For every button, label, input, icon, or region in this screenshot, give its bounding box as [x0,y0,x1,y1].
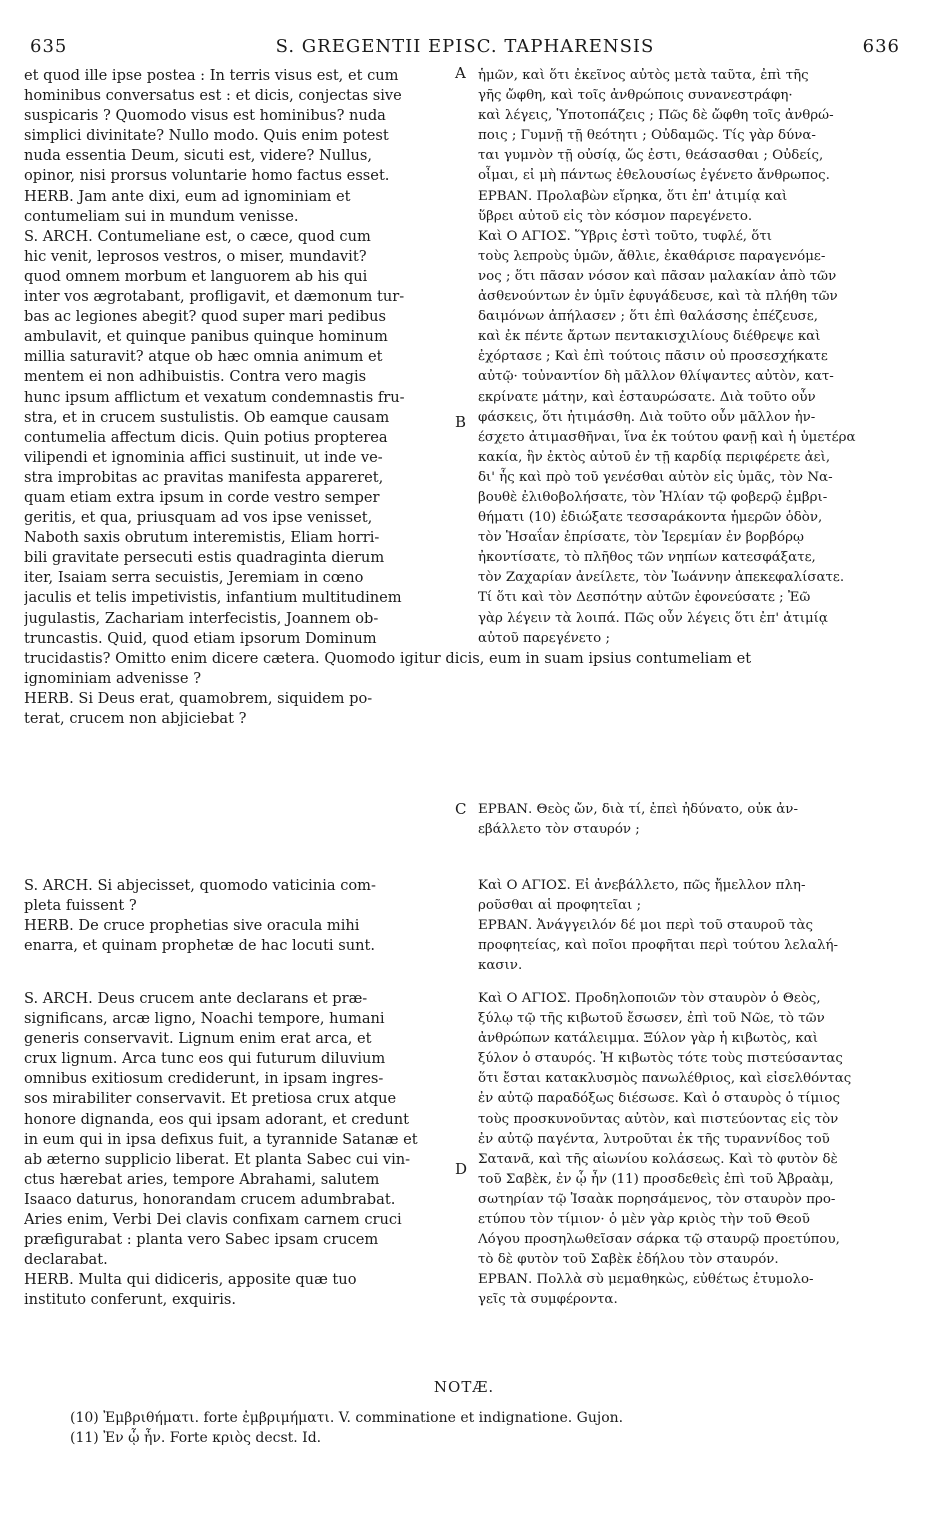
text-line: hunc ipsum afflictum et vexatum condemnastis fru- [24,388,405,406]
text-line: pleta fuissent ? [24,897,137,915]
text-line: φάσκεις, ὅτι ἠτιμάσθη. Διὰ τοῦτο οὖν μᾶλλον ἠν- [478,409,816,425]
running-header [30,36,900,62]
text-line: ἐν αὐτῷ παγέντα, λυτροῦται ἐκ τῆς τυραννίδος τοῦ [478,1131,830,1147]
greek-block-2 [478,800,908,840]
text-line: vilipendi et ignominia affici sustinuit, ut inde ve- [24,448,383,466]
text-line: HERB. De cruce prophetias sive oracula mihi [24,917,360,935]
text-line: honore dignanda, eos qui ipsam adorant, et credunt [24,1110,410,1128]
text-line: jugulastis, Zachariam interfecistis, Joannem ob- [24,609,379,627]
text-line: εβάλλετο τὸν σταυρόν ; [478,822,640,838]
greek-block-4 [478,989,908,1311]
text-line: εκρίνατε μάτην, καὶ ἐσταυρώσατε. Διὰ τοῦτο οὖν [478,389,816,405]
footnote-11: (11) Ἐν ᾧ ἦν. Forte κριὸς decst. Id. [70,1430,322,1446]
text-line: stra improbitas ac pravitas manifesta appareret, [24,468,384,486]
text-line: ἐν αὐτῷ παραδόξως διέσωσε. Καὶ ὁ σταυρὸς ὁ τίμιος [478,1091,840,1107]
text-line: contumelia affectum dicis. Quin potius propterea [24,428,388,446]
text-line: ἀνθρώπων κατάλειμμα. Ξύλον γὰρ ἡ κιβωτὸς, καὶ [478,1031,819,1047]
text-line: δαιμόνων ἀπήλασεν ; ὅτι ἐπὶ θαλάσσης ἐπέζευσε, [478,309,818,325]
text-line: ὕβρει αὐτοῦ εἰς τὸν κόσμον παρεγένετο. [478,208,753,224]
text-line: προφητείας, καὶ ποῖοι προφῆται περὶ τούτου λελαλή- [478,938,839,954]
text-line: θήματι (10) ἐδιώξατε τεσσαράκοντα ἡμερῶν ὁδὸν, [478,510,823,526]
text-line: quam etiam extra ipsum in corde vestro semper [24,488,380,506]
text-line: γεῖς τὰ συμφέροντα. [478,1292,618,1308]
greek-block-3 [478,876,908,976]
text-line: ambulavit, et quinque panibus quinque hominum [24,328,388,346]
text-line: ΕΡΒΑΝ. Θεὸς ὤν, διὰ τί, ἐπεὶ ἠδύνατο, οὐκ ἀν- [478,802,798,817]
text-line: τὸν Ἡσαΐαν ἐπρίσατε, τὸν Ἱερεμίαν ἐν βορβόρῳ [478,530,804,546]
text-line: ποις ; Γυμνῇ τῇ θεότητι ; Οὐδαμῶς. Τίς γὰρ δύνα- [478,128,816,144]
text-line: opinor, nisi prorsus voluntarie homo factus esset. [24,167,390,185]
text-line: Καὶ Ο ΑΓΙΟΣ. Ὕβρις ἐστὶ τοῦτο, τυφλέ, ὅτι [478,228,773,244]
text-line: quod omnem morbum et languorem ab his qui [24,267,368,285]
notes-heading: NOTÆ. [433,1378,495,1396]
text-line: sos mirabiliter conservavit. Et pretiosa crux atque [24,1090,397,1108]
text-line: generis conservavit. Lignum enim erat arca, et [24,1030,372,1048]
text-line: δι' ἧς καὶ πρὸ τοῦ γενέσθαι αὐτὸν εἰς ὑμᾶς, τὸν Να- [478,469,833,485]
text-line: κακία, ἣν ἐκτὸς αὐτοῦ ἐν τῇ καρδίᾳ περιφέρετε ἀεὶ, [478,449,831,465]
text-line: ται γυμνὸν τῇ οὐσίᾳ, ὥς ἐστι, θεάσασθαι ; Οὐδείς, [478,148,824,164]
text-line: γῆς ὤφθη, καὶ τοῖς ἀνθρώποις συνανεστράφη· [478,88,793,104]
latin-block-2 [24,876,454,956]
text-line: omnibus exitiosum crediderunt, in ipsam ingres- [24,1070,384,1088]
text-line: HERB. Jam ante dixi, eum ad ignominiam et [24,187,351,205]
text-line: trucidastis? Omitto enim dicere cætera. Quomodo igitur dicis, eum in suam ipsius contumeliam et [24,649,752,667]
text-line: millia saturavit? atque ob hæc omnia animum et [24,348,383,366]
margin-marker-b: B [455,413,467,431]
text-line: ctus hærebat aries, tempore Abrahami, salutem [24,1170,380,1188]
text-line: βουθὲ ἐλιθοβολήσατε, τὸν Ἠλίαν τῷ φοβερῷ ἐμβρι- [478,489,828,505]
text-line: hominibus conversatus est : et dicis, conjectas sive [24,87,402,105]
text-line: ετύπου τὸν τίμιον· ὁ μὲν γὰρ κριὸς τὴν τοῦ Θεοῦ [478,1212,810,1228]
text-line: ΕΡΒΑΝ. Προλαβὼν εἴρηκα, ὅτι ἐπ' ἀτιμίᾳ καὶ [478,188,788,204]
text-line: ἀσθενούντων ἐν ὑμῖν ἐφυγάδευσε, καὶ τὰ πλήθη τῶν [478,289,838,305]
text-line: contumeliam sui in mundum venisse. [24,207,299,225]
text-line: ΕΡΒΑΝ. Ἀνάγγειλόν δέ μοι περὶ τοῦ σταυροῦ τὰς [478,918,814,934]
text-line: οἶμαι, εἰ μὴ πάντως ἐθελουσίως ἐγένετο ἄνθρωπος. [478,168,830,184]
greek-block-1 [478,66,908,649]
text-line: et quod ille ipse postea : In terris visus est, et cum [24,67,399,84]
text-line: κασιν. [478,958,523,974]
text-line: ροῦσθαι αἱ προφητεῖαι ; [478,898,642,914]
margin-marker-a: A [455,64,466,82]
text-line: έσχετο ἀτιμασθῆναι, ἵνα ἐκ τούτου φανῇ καὶ ἡ ὑμετέρα [478,429,856,445]
text-line: Naboth saxis obrutum interemistis, Eliam horri- [24,529,380,547]
text-line: jaculis et telis impetivistis, infantium multitudinem [24,589,402,607]
text-line: ΕΡΒΑΝ. Πολλὰ σὺ μεμαθηκὼς, εὐθέτως ἐτυμολο- [478,1272,814,1288]
text-line: νος ; ὅτι πᾶσαν νόσον καὶ πᾶσαν μαλακίαν ἀπὸ τῶν [478,268,837,284]
text-line: ignominiam advenisse ? [24,669,202,687]
text-line: inter vos ægrotabant, profligavit, et dæmonum tur- [24,288,405,306]
text-line: τοῦ Σαβὲκ, ἐν ᾧ ἦν (11) προσδεθεὶς ἐπὶ τοῦ Ἀβραὰμ, [478,1171,834,1187]
text-line: suspicaris ? Quomodo visus est hominibus? nuda [24,107,386,125]
text-line: τοὺς προσκυνοῦντας αὐτὸν, καὶ πιστεύοντας εἰς τὸν [478,1111,839,1127]
text-line: ξύλον ὁ σταυρός. Ἡ κιβωτὸς τότε τοὺς πιστεύσαντας [478,1051,843,1067]
text-line: HERB. Si Deus erat, quamobrem, siquidem po- [24,689,373,707]
text-line: τὸν Ζαχαρίαν ἀνείλετε, τὸν Ἰωάννην ἀπεκεφαλίσατε. [478,570,845,586]
text-line: S. ARCH. Deus crucem ante declarans et præ- [24,990,368,1007]
text-line: αὐτοῦ παρεγένετο ; [478,630,610,646]
text-line: Aries enim, Verbi Dei clavis confixam carnem cruci [24,1211,402,1229]
text-line: καὶ λέγεις, Ὑποτοπάζεις ; Πῶς δὲ ὤφθη τοῖς ἀνθρώ- [478,108,834,124]
text-line: αὐτῷ· τοὐναντίον δὴ μᾶλλον θλίψαντες αὐτὸν, κατ- [478,369,834,385]
text-line: Isaaco daturus, honorandam crucem adumbrabat. [24,1190,396,1208]
text-line: enarra, et quinam prophetæ de hac locuti sunt. [24,937,376,955]
margin-marker-c: C [455,800,467,818]
text-line: bas ac legiones abegit? quod super mari pedibus [24,308,386,326]
text-line: σωτηρίαν τῷ Ἰσαὰκ πορησάμενος, τὸν σταυρὸν προ- [478,1191,836,1207]
text-line: ὅτι ἔσται κατακλυσμὸς πανωλέθριος, καὶ εἰσελθόντας [478,1071,852,1087]
text-line: bili gravitate persecuti estis quadraginta dierum [24,549,385,567]
text-line: Καὶ Ο ΑΓΙΟΣ. Εἰ ἀνεβάλλετο, πῶς ἤμελλον πλη- [478,878,806,893]
text-line: terat, crucem non abjiciebat ? [24,710,247,727]
text-line: instituto conferunt, exquiris. [24,1291,237,1309]
text-line: γὰρ λέγειν τὰ λοιπά. Πῶς οὖν λέγεις ὅτι ἐπ' ἀτιμίᾳ [478,610,828,626]
text-line: iter, Isaiam serra secuistis, Jeremiam in cœno [24,569,364,587]
text-line: crux lignum. Arca tunc eos qui futurum diluvium [24,1050,386,1068]
text-line: Καὶ Ο ΑΓΙΟΣ. Προδηλοποιῶν τὸν σταυρὸν ὁ Θεὸς, [478,991,821,1006]
text-line: Λόγου προσηλωθεῖσαν σάρκα τῷ σταυρῷ προετύπου, [478,1232,840,1248]
text-line: Σατανᾶ, καὶ τῆς αἰωνίου κολάσεως. Καὶ τὸ φυτὸν δὲ [478,1151,838,1167]
text-line: in eum qui in ipsa defixus fuit, a tyrannide Satanæ et [24,1130,418,1148]
text-line: καὶ ἐκ πέντε ἄρτων πεντακισχιλίους διέθρεψε καὶ [478,329,821,345]
text-line: hic venit, leprosos vestros, o miser, mundavit? [24,247,367,265]
text-line: ἐχόρτασε ; Καὶ ἐπὶ τούτοις πᾶσιν οὐ προσεσχήκατε [478,349,828,365]
running-title: S. GREGENTII EPISC. TAPHARENSIS [275,36,655,57]
page-number-right: 636 [862,36,900,57]
text-line: S. ARCH. Contumeliane est, o cæce, quod cum [24,227,371,245]
text-line: stra, et in crucem sustulistis. Ob eamque causam [24,408,390,426]
text-line: ξύλῳ τῷ τῆς κιβωτοῦ ἔσωσεν, ἐπὶ τοῦ Νῶε, τὸ τῶν [478,1011,825,1027]
text-line: ἡμῶν, καὶ ὅτι ἐκεῖνος αὐτὸς μετὰ ταῦτα, ἐπὶ τῆς [478,68,809,83]
footnote-10: (10) Ἐμβριθήματι. forte ἐμβριμήματι. V. comminatione et indignatione. Gujon. [70,1410,624,1426]
text-line: ab æterno supplicio liberat. Et planta Sabec cui vin- [24,1150,411,1168]
text-line: significans, arcæ ligno, Noachi tempore, humani [24,1010,385,1028]
text-line: ἠκοντίσατε, τὸ πλῆθος τῶν νηπίων κατεσφάξατε, [478,550,816,566]
text-line: geritis, et qua, priusquam ad vos ipse venisset, [24,509,373,527]
text-line: Τί ὅτι καὶ τὸν Δεσπότην αὐτῶν ἐφονεύσατε ; Ἐῶ [478,590,811,606]
text-line: truncastis. Quid, quod etiam ipsorum Dominum [24,629,377,647]
text-line: præfigurabat : planta vero Sabec ipsam crucem [24,1231,379,1249]
page-number-left: 635 [30,36,68,57]
text-line: simplici divinitate? Nullo modo. Quis enim potest [24,127,389,145]
text-line: declarabat. [24,1251,108,1269]
latin-block-3 [24,989,454,1311]
text-line: HERB. Multa qui didiceris, apposite quæ tuo [24,1271,357,1289]
text-line: S. ARCH. Si abjecisset, quomodo vaticinia com- [24,877,376,894]
text-line: τὸ δὲ φυτὸν τοῦ Σαβὲκ ἐδήλου τὸν σταυρόν. [478,1252,779,1268]
text-line: nuda essentia Deum, sicuti est, videre? Nullus, [24,147,373,165]
text-line: τοὺς λεπροὺς ὑμῶν, ἄθλιε, ἐκαθάρισε παραγενόμε- [478,248,826,264]
margin-marker-d: D [455,1160,468,1178]
text-line: mentem ei non adhibuistis. Contra vero magis [24,368,367,386]
